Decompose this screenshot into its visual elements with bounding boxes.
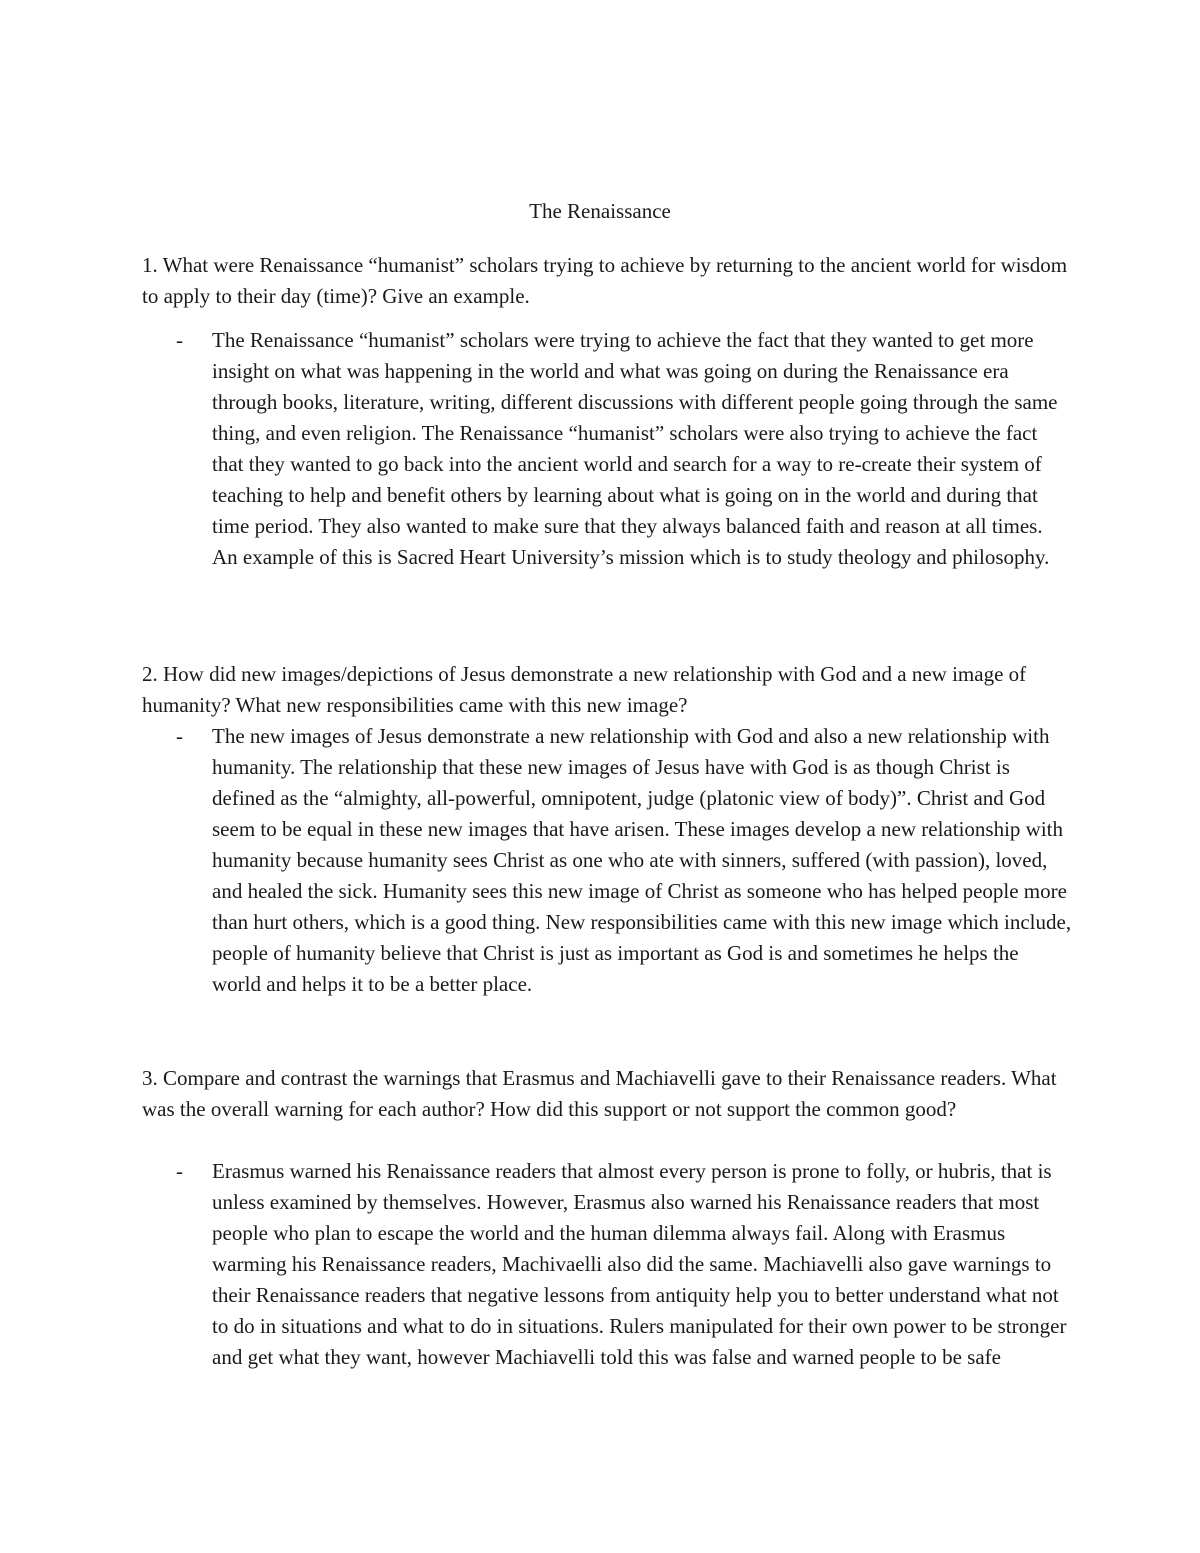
question-2: 2. How did new images/depictions of Jesus demonstrate a new relationship with God and a new image of humanity? What new responsibilities came with this new image? xyxy=(142,662,1027,717)
answer-2-text: The new images of Jesus demonstrate a new relationship with God and also a new relationship with humanity. The relationship that these new images of Jesus have with God is as though Christ is defined as the “almighty, all-powerful, omnipotent, judge (platonic view of body)”. Christ and God seem to be equal in these new images that have arisen. These images develop a new relationship with humanity because humanity sees Christ as one who ate with sinners, suffered (with passion), loved, and healed the sick. Humanity sees this new image of Christ as someone who has helped people more than hurt others, which is a good thing. New responsibilities came with this new image which include, people of humanity believe that Christ is just as important as God is and sometimes he helps the world and helps it to be a better place. xyxy=(212,724,1072,996)
question-3: 3. Compare and contrast the warnings that Erasmus and Machiavelli gave to their Renaissance readers. What was the overall warning for each author? How did this support or not support the common good? xyxy=(142,1066,1057,1121)
bullet-dash: - xyxy=(176,1159,183,1183)
answer-3-text: Erasmus warned his Renaissance readers that almost every person is prone to folly, or hubris, that is unless examined by themselves. However, Erasmus also warned his Renaissance readers that most people who plan to escape the world and the human dilemma always fail. Along with Erasmus warming his Renaissance readers, Machivaelli also did the same. Machiavelli also gave warnings to their Renaissance readers that negative lessons from antiquity help you to better understand what not to do in situations and what to do in situations. Rulers manipulated for their own power to be stronger and get what they want, however Machiavelli told this was false and warned people to be safe xyxy=(212,1159,1067,1369)
answer-2 xyxy=(142,721,1072,1000)
bullet-dash: - xyxy=(176,724,183,748)
answer-1 xyxy=(142,325,1072,573)
answer-1-text: The Renaissance “humanist” scholars were trying to achieve the fact that they wanted to get more insight on what was happening in the world and what was going on during the Renaissance era through books, literature, writing, different discussions with different people going through the same thing, and even religion. The Renaissance “humanist” scholars were also trying to achieve the fact that they wanted to go back into the ancient world and search for a way to re-create their system of teaching to help and benefit others by learning about what is going on in the world and during that time period. They also wanted to make sure that they always balanced faith and reason at all times. An example of this is Sacred Heart University’s mission which is to study theology and philosophy. xyxy=(212,328,1058,569)
document-title: The Renaissance xyxy=(529,199,671,223)
answer-3 xyxy=(142,1156,1072,1373)
question-1: 1. What were Renaissance “humanist” scholars trying to achieve by returning to the ancient world for wisdom to apply to their day (time)? Give an example. xyxy=(142,253,1068,308)
bullet-dash: - xyxy=(176,328,183,352)
